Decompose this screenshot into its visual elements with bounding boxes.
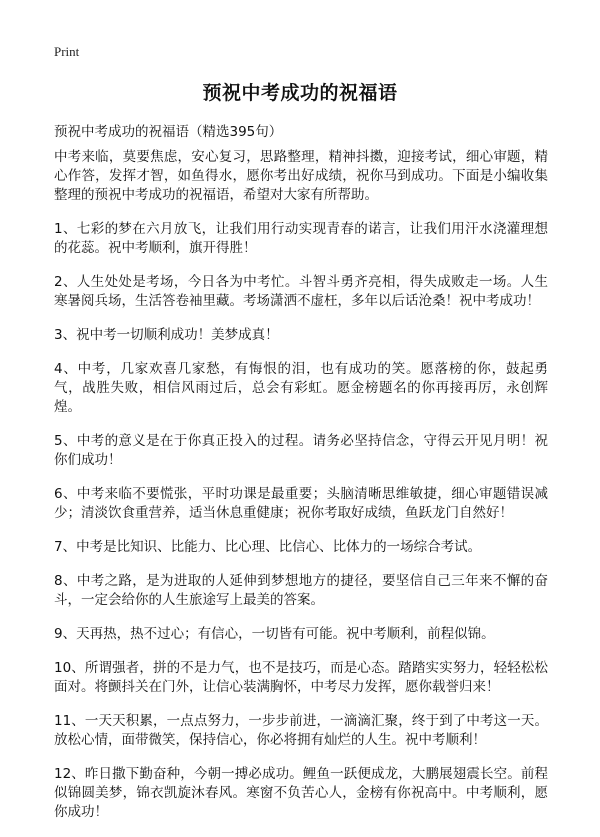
wish-item-5: 5、中考的意义是在于你真正投入的过程。请务必坚持信念，守得云开见月明！祝你们成功！	[54, 433, 548, 468]
wish-item-9: 9、天再热，热不过心；有信心，一切皆有可能。祝中考顺利，前程似锦。	[54, 626, 495, 642]
wish-item-2: 2、人生处处是考场，今日各为中考忙。斗智斗勇齐亮相，得失成败走一场。人生寒暑阅兵场，生活答卷袖里藏。考场潇洒不虚枉，多年以后话沧桑！祝中考成功！	[54, 274, 548, 309]
wish-item-11: 11、一天天积累，一点点努力，一步步前进，一滴滴汇聚，终于到了中考这一天。放松心情，面带微笑，保持信心，你必将拥有灿烂的人生。祝中考顺利！	[54, 713, 548, 748]
wish-item-3: 3、祝中考一切顺利成功！美梦成真！	[54, 327, 279, 343]
wish-item-4: 4、中考，几家欢喜几家愁，有悔恨的泪，也有成功的笑。愿落榜的你，鼓起勇气，战胜失败，相信风雨过后，总会有彩虹。愿金榜题名的你再接再厉，永创辉煌。	[54, 361, 548, 415]
print-link[interactable]: Print	[54, 44, 80, 59]
wish-item-10: 10、所谓强者，拼的不是力气，也不是技巧，而是心态。踏踏实实努力，轻轻松松面对。将颤抖关在门外，让信心装满胸怀，中考尽力发挥，愿你载誉归来！	[54, 660, 548, 695]
article-body	[54, 148, 548, 837]
wish-item-6: 6、中考来临不要慌张，平时功课是最重要；头脑清晰思维敏捷，细心审题错误减少；清淡饮食重营养，适当休息重健康；祝你考取好成绩，鱼跃龙门自然好！	[54, 486, 548, 521]
page-title: 预祝中考成功的祝福语	[202, 82, 398, 104]
intro-paragraph: 中考来临，莫要焦虑，安心复习，思路整理，精神抖擞，迎接考试，细心审题，精心作答，发挥才智，如鱼得水，愿你考出好成绩，祝你马到成功。下面是小编收集整理的预祝中考成功的祝福语，希望对大家有所帮助。	[54, 149, 548, 203]
wish-item-1: 1、七彩的梦在六月放飞，让我们用行动实现青春的诺言，让我们用汗水浇灌理想的花蕊。祝中考顺利，旗开得胜！	[54, 221, 548, 256]
wish-item-12: 12、昨日撒下勤奋种，今朝一搏必成功。鲤鱼一跃便成龙，大鹏展翅震长空。前程似锦圆美梦，锦衣凯旋沐春风。寒窗不负苦心人，金榜有你祝高中。中考顺利，愿你成功！	[54, 766, 548, 820]
wish-item-7: 7、中考是比知识、比能力、比心理、比信心、比体力的一场综合考试。	[54, 539, 482, 555]
wish-item-8: 8、中考之路，是为进取的人延伸到梦想地方的捷径，要坚信自己三年来不懈的奋斗，一定会给你的人生旅途写上最美的答案。	[54, 573, 548, 608]
article-subtitle: 预祝中考成功的祝福语（精选395句）	[54, 124, 283, 140]
